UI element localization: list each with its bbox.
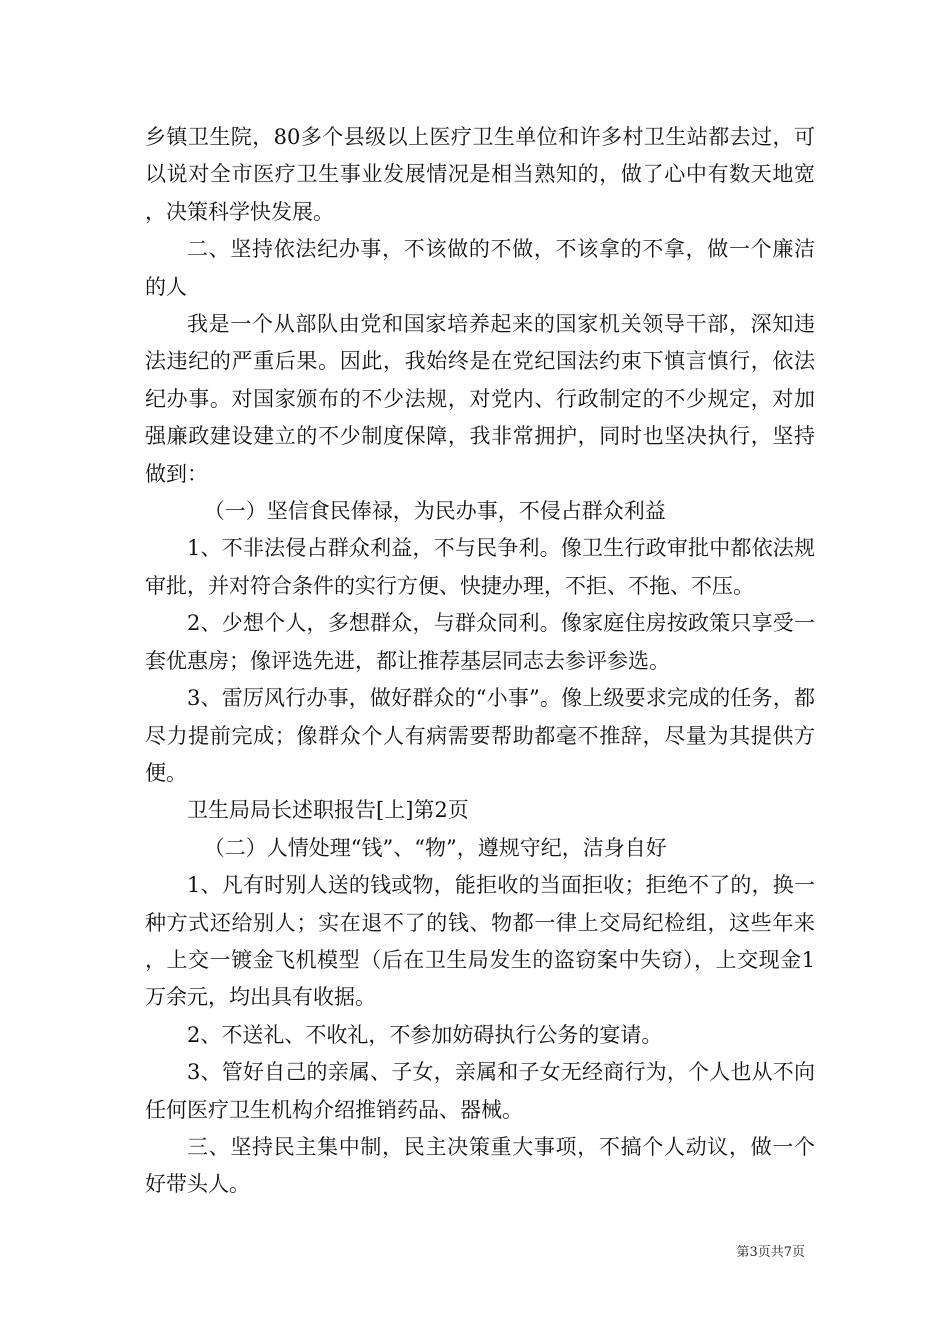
list-item: 1、不非法侵占群众利益，不与民争利。像卫生行政审批中都依法规审批，并对符合条件的实行方便、快捷办理，不拒、不拖、不压。 xyxy=(145,536,815,598)
paragraph: 乡镇卫生院，80多个县级以上医疗卫生单位和许多村卫生站都去过，可以说对全市医疗卫生事业发展情况是相当熟知的，做了心中有数天地宽，决策科学快发展。 xyxy=(145,125,815,224)
subsection-heading: （二）人情处理“钱”、“物”，遵规守纪，洁身自好 xyxy=(203,835,667,860)
section-heading: 三、坚持民主集中制，民主决策重大事项，不搞个人动议，做一个好带头人。 xyxy=(145,1134,815,1197)
list-item: 3、管好自己的亲属、子女，亲属和子女无经商行为，个人也从不向任何医疗卫生机构介绍推销药品、器械。 xyxy=(145,1060,815,1122)
list-item: 1、凡有时别人送的钱或物，能拒收的当面拒收；拒绝不了的，换一种方式还给别人；实在退不了的钱、物都一律上交局纪检组，这些年来，上交一镀金飞机模型（后在卫生局发生的盗窃案中失窃），上交现金1万余元，均出具有收据。 xyxy=(145,873,815,1010)
list-item: 2、不送礼、不收礼，不参加妨碍执行公务的宴请。 xyxy=(187,1022,663,1047)
list-item: 3、雷厉风行办事，做好群众的“小事”。像上级要求完成的任务，都尽力提前完成；像群众个人有病需要帮助都毫不推辞，尽量为其提供方便。 xyxy=(145,686,815,785)
list-item: 2、少想个人，多想群众，与群众同利。像家庭住房按政策只享受一套优惠房；像评选先进，都让推荐基层同志去参评参选。 xyxy=(145,611,815,673)
subsection-heading: （一）坚信食民俸禄，为民办事，不侵占群众利益 xyxy=(203,499,666,524)
page-reference-line: 卫生局局长述职报告[上]第2页 xyxy=(187,798,469,823)
section-heading: 二、坚持依法纪办事，不该做的不做，不该拿的不拿，做一个廉洁的人 xyxy=(145,237,815,299)
page-number: 第3页共7页 xyxy=(736,1245,805,1260)
document-body xyxy=(145,119,815,1204)
paragraph: 我是一个从部队由党和国家培养起来的国家机关领导干部，深知违法违纪的严重后果。因此，我始终是在党纪国法约束下慎言慎行，依法纪办事。对国家颁布的不少法规，对党内、行政制定的不少规定，对加强廉政建设建立的不少制度保障，我非常拥护，同时也坚决执行，坚持做到： xyxy=(145,312,815,486)
